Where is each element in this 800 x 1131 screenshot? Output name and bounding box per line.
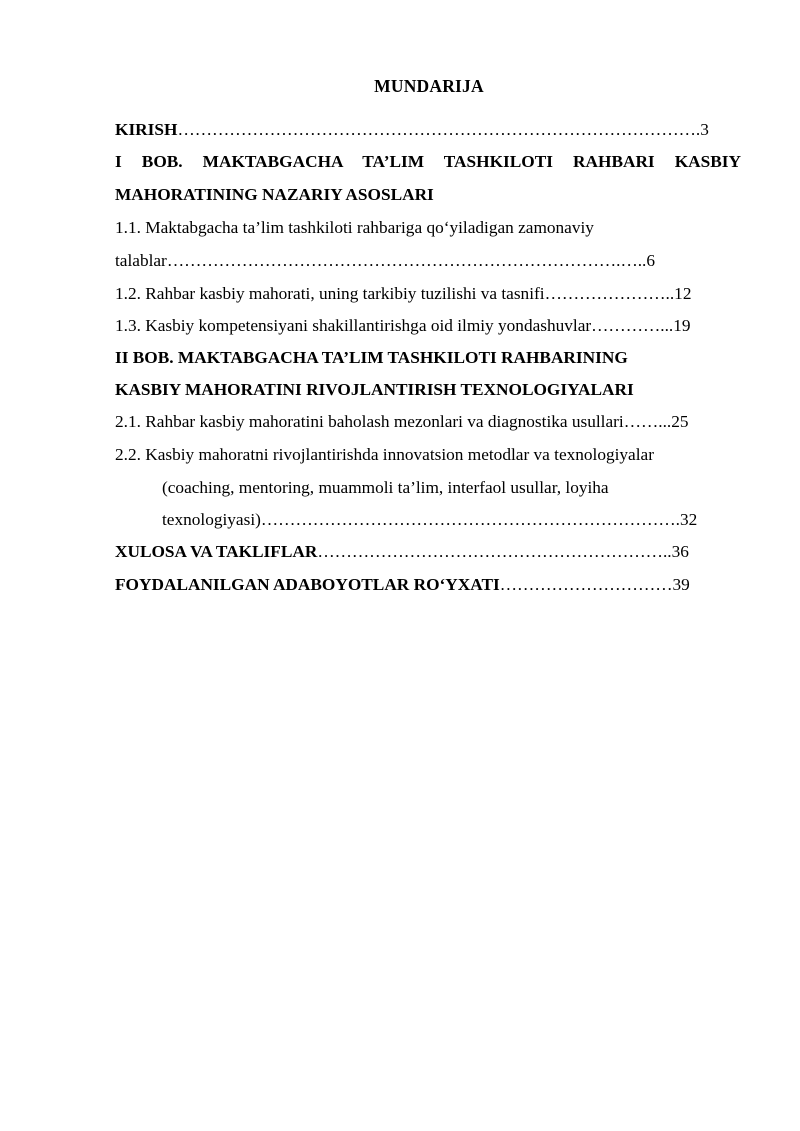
toc-page-number: 25 <box>671 412 689 431</box>
toc-dot-leader: ………………….. <box>544 284 675 303</box>
toc-page-number: 3 <box>700 120 709 139</box>
toc-section-1-1-line-2 <box>115 250 741 272</box>
toc-section-2-2-line-2: (coaching, mentoring, muammoli ta’lim, interfaol usullar, loyiha <box>162 478 609 497</box>
toc-dot-leader: ………………………………………………………………………………. <box>177 120 701 139</box>
toc-entry-label: talablar <box>115 251 167 270</box>
toc-entry-label: KIRISH <box>115 120 178 139</box>
toc-dot-leader: ……... <box>623 412 672 431</box>
toc-entry-xulosa <box>115 541 741 563</box>
toc-section-1-3 <box>115 315 741 337</box>
toc-dot-leader: ………………………… <box>499 575 673 594</box>
toc-dot-leader: ………………………………………………………………. <box>260 510 680 529</box>
toc-section-1-2 <box>115 283 741 305</box>
toc-dot-leader: …………………………………………………………………….….. <box>166 251 647 270</box>
toc-entry-label: 1.2. Rahbar kasbiy mahorati, uning tarkibiy tuzilishi va tasnifi <box>115 284 545 303</box>
toc-chapter-1-line-1: I BOB. MAKTABGACHA TA’LIM TASHKILOTI RAHBARI KASBIY <box>115 152 741 171</box>
toc-page-number: 39 <box>672 575 690 594</box>
toc-page-number: 32 <box>679 510 698 529</box>
toc-entry-label: 1.3. Kasbiy kompetensiyani shakillantirishga oid ilmiy yondashuvlar <box>115 316 592 335</box>
toc-entry-label: texnologiyasi) <box>162 510 261 529</box>
toc-entry-foydalanilgan <box>115 574 741 596</box>
toc-chapter-1-line-2: MAHORATINING NAZARIY ASOSLARI <box>115 185 434 204</box>
toc-dot-leader: …………... <box>591 316 674 335</box>
toc-section-2-1 <box>115 411 741 433</box>
toc-page-number: 36 <box>671 542 689 561</box>
toc-section-2-2-line-3 <box>162 509 741 531</box>
toc-section-2-2-line-1: 2.2. Kasbiy mahoratni rivojlantirishda innovatsion metodlar va texnologiyalar <box>115 445 654 464</box>
toc-entry-kirish <box>115 119 741 141</box>
toc-page-number: 19 <box>673 316 691 335</box>
toc-entry-label: FOYDALANILGAN ADABOYOTLAR RO‘YXATI <box>115 575 500 594</box>
toc-chapter-2-line-1: II BOB. MAKTABGACHA TA’LIM TASHKILOTI RAHBARINING <box>115 348 628 367</box>
toc-page-number: 12 <box>674 284 692 303</box>
toc-chapter-2-line-2: KASBIY MAHORATINI RIVOJLANTIRISH TEXNOLOGIYALARI <box>115 380 634 399</box>
page-title: MUNDARIJA <box>374 76 484 96</box>
toc-entry-label: 2.1. Rahbar kasbiy mahoratini baholash mezonlari va diagnostika usullari <box>115 412 624 431</box>
toc-section-1-1-line-1: 1.1. Maktabgacha ta’lim tashkiloti rahbariga qo‘yiladigan zamonaviy <box>115 218 594 237</box>
toc-dot-leader: …………………………………………………….. <box>317 542 672 561</box>
toc-entry-label: XULOSA VA TAKLIFLAR <box>115 542 318 561</box>
toc-page-number: 6 <box>646 251 656 270</box>
